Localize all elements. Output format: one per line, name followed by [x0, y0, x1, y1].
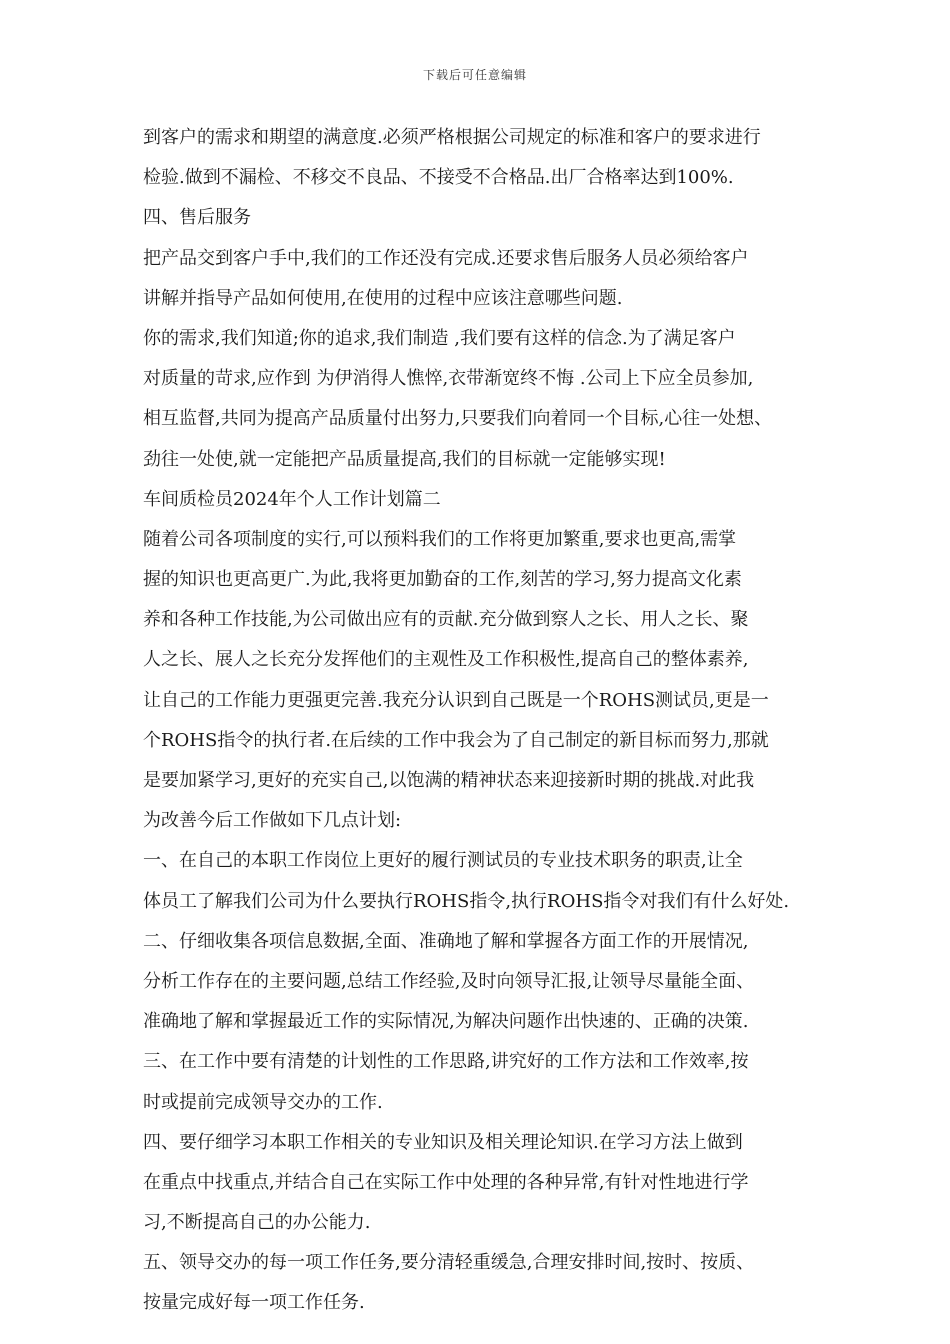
list-item-line: 一、在自己的本职工作岗位上更好的履行测试员的专业技术职务的职责,让全 [143, 850, 743, 872]
text-line: 检验.做到不漏检、不移交不良品、不接受不合格品.出厂合格率达到100%. [143, 167, 734, 189]
text-line: 养和各种工作技能,为公司做出应有的贡献.充分做到察人之长、用人之长、聚 [143, 609, 749, 631]
text-line: 为改善今后工作做如下几点计划: [143, 810, 402, 832]
list-item-line: 四、要仔细学习本职工作相关的专业知识及相关理论知识.在学习方法上做到 [143, 1131, 743, 1153]
text-line: 随着公司各项制度的实行,可以预料我们的工作将更加繁重,要求也更高,需掌 [143, 528, 737, 550]
text-line: 时或提前完成领导交办的工作. [143, 1091, 383, 1113]
header-note: 下载后可任意编辑 [422, 68, 527, 82]
list-item-line: 五、领导交办的每一项工作任务,要分清轻重缓急,合理安排时间,按时、按质、 [143, 1252, 755, 1274]
text-line: 在重点中找重点,并结合自己在实际工作中处理的各种异常,有针对性地进行学 [143, 1171, 749, 1193]
section-title: 车间质检员2024年个人工作计划篇二 [143, 488, 441, 510]
text-line: 相互监督,共同为提高产品质量付出努力,只要我们向着同一个目标,心往一处想、 [143, 408, 773, 430]
text-line: 到客户的需求和期望的满意度.必须严格根据公司规定的标准和客户的要求进行 [143, 127, 761, 148]
text-line: 分析工作存在的主要问题,总结工作经验,及时向领导汇报,让领导尽量能全面、 [143, 970, 755, 992]
text-line: 劲往一处使,就一定能把产品质量提高,我们的目标就一定能够实现! [143, 448, 666, 470]
text-line: 你的需求,我们知道;你的追求,我们制造 ,我们要有这样的信念.为了满足客户 [143, 327, 736, 349]
text-line: 握的知识也更高更广.为此,我将更加勤奋的工作,刻苦的学习,努力提高文化素 [143, 569, 742, 591]
text-line: 准确地了解和掌握最近工作的实际情况,为解决问题作出快速的、正确的决策. [143, 1011, 749, 1033]
text-line: 人之长、展人之长充分发挥他们的主观性及工作积极性,提高自己的整体素养, [143, 649, 749, 671]
text-line: 讲解并指导产品如何使用,在使用的过程中应该注意哪些问题. [143, 287, 623, 309]
text-line: 是要加紧学习,更好的充实自己,以饱满的精神状态来迎接新时期的挑战.对此我 [143, 770, 755, 791]
text-line: 习,不断提高自己的办公能力. [143, 1212, 371, 1234]
text-line: 个ROHS指令的执行者.在后续的工作中我会为了自己制定的新目标而努力,那就 [143, 729, 769, 751]
text-line: 按量完成好每一项工作任务. [143, 1292, 365, 1314]
document-body [143, 118, 827, 1324]
section-heading: 四、售后服务 [143, 207, 251, 229]
text-line: 对质量的苛求,应作到 为伊消得人憔悴,衣带渐宽终不悔 .公司上下应全员参加, [143, 368, 754, 390]
text-line: 让自己的工作能力更强更完善.我充分认识到自己既是一个ROHS测试员,更是一 [143, 689, 769, 711]
text-line: 体员工了解我们公司为什么要执行ROHS指令,执行ROHS指令对我们有什么好处. [143, 890, 790, 912]
text-line: 把产品交到客户手中,我们的工作还没有完成.还要求售后服务人员必须给客户 [143, 247, 749, 269]
list-item-line: 三、在工作中要有清楚的计划性的工作思路,讲究好的工作方法和工作效率,按 [143, 1051, 749, 1073]
list-item-line: 二、仔细收集各项信息数据,全面、准确地了解和掌握各方面工作的开展情况, [143, 930, 749, 952]
